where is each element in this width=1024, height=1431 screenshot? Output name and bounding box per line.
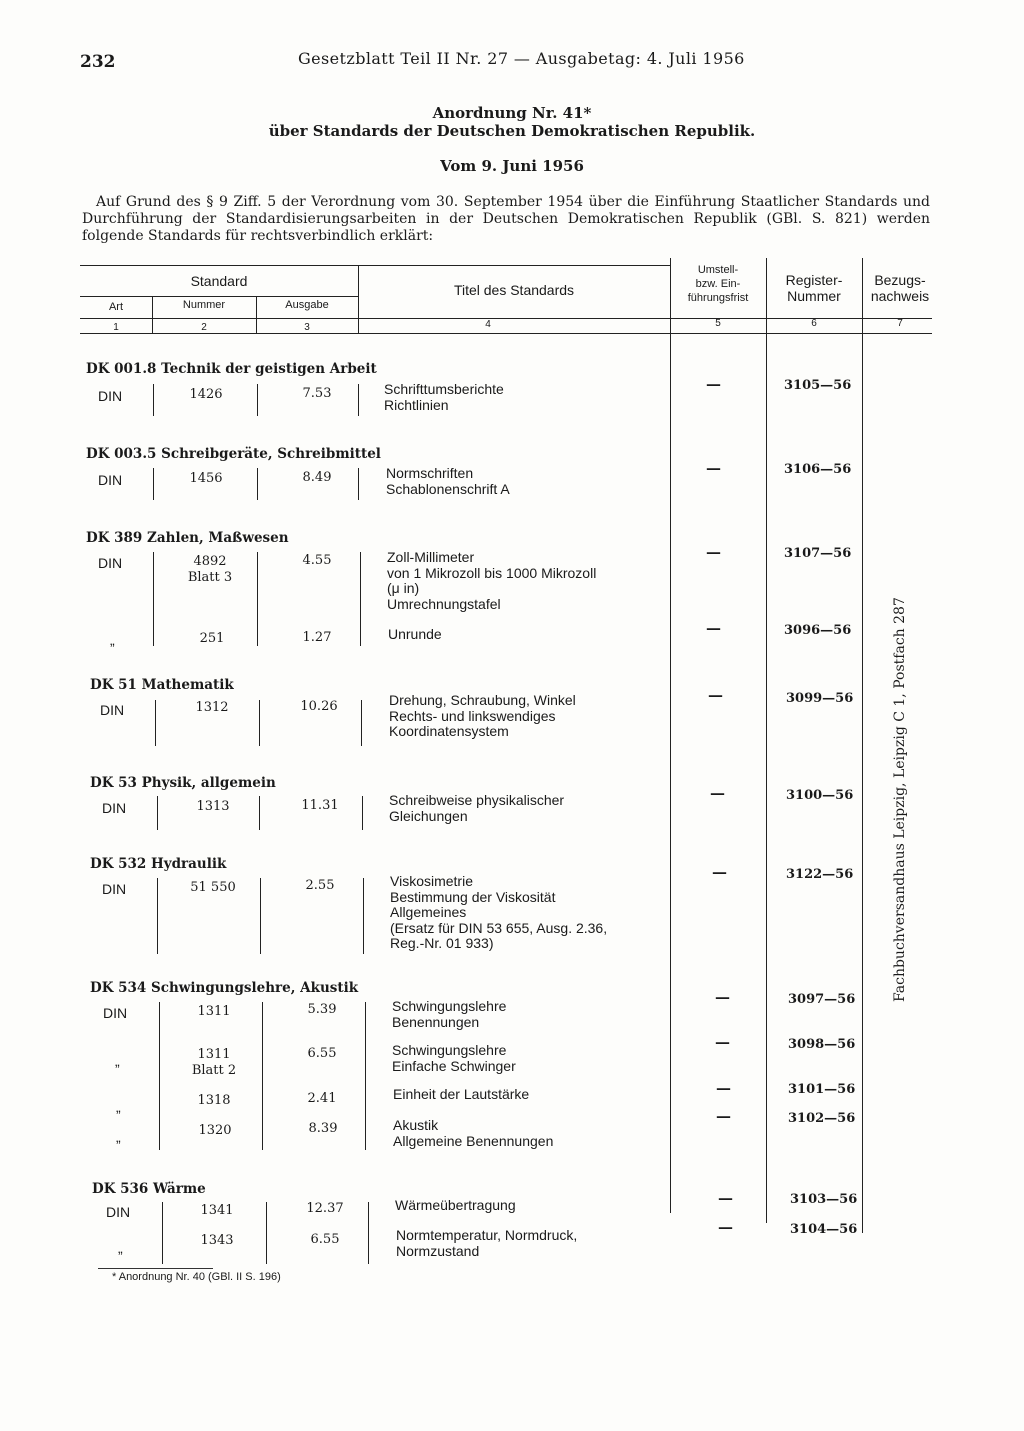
titel-line: Einfache Schwinger <box>392 1057 516 1074</box>
titel-line: Richtlinien <box>384 396 449 413</box>
row-ausgabe: 4.55 <box>302 553 332 568</box>
row-titel <box>388 627 442 643</box>
titel-line: Wärmeübertragung <box>395 1197 516 1213</box>
titel-line: Drehung, Schraubung, Winkel <box>389 692 576 708</box>
intro-paragraph: Auf Grund des § 9 Ziff. 5 der Verordnung vom 30. September 1954 über die Einführung Staatlicher Standards und Durchführung der Standardisierungsarbeiten in der Deutschen Demokratischen Republik (GBl. S. 821) werden folgende Standards für rechtsverbindlich erklärt: <box>82 194 930 244</box>
row-bar <box>153 468 154 500</box>
blatt-line: Blatt 3 <box>187 570 233 585</box>
nummer-line: 4892 <box>193 554 227 569</box>
running-header: Gesetzblatt Teil II Nr. 27 — Ausgabetag: 4. Juli 1956 <box>298 49 745 68</box>
col-divider-4 <box>670 258 671 1213</box>
row-ausgabe: 12.37 <box>306 1201 344 1216</box>
colnum-6: 6 <box>811 318 817 329</box>
row-bar <box>157 878 158 954</box>
colnum-5: 5 <box>715 318 721 329</box>
titel-line: Normtemperatur, Normdruck, <box>396 1227 578 1243</box>
row-titel <box>386 466 510 497</box>
row-bar <box>157 796 158 830</box>
colnum-2: 2 <box>201 322 207 333</box>
standard-sub-rule <box>80 296 358 297</box>
row-nummer: 51 550 <box>190 880 236 895</box>
row-ausgabe: 10.26 <box>300 699 338 714</box>
header-ausgabe: Ausgabe <box>285 299 329 311</box>
row-titel <box>387 550 596 612</box>
row-art: DIN <box>98 555 123 571</box>
titel-line: Benennungen <box>392 1013 480 1030</box>
row-nummer: 1341 <box>200 1203 234 1218</box>
header-standard: Standard <box>190 273 248 289</box>
row-titel <box>390 874 607 952</box>
titel-line: Schreibweise physikalischer <box>389 792 565 808</box>
row-titel <box>389 693 576 740</box>
section-heading: DK 532 Hydraulik <box>90 856 227 872</box>
titel-line: Umrechnungstafel <box>387 595 501 612</box>
titel-line: Normzustand <box>396 1242 480 1259</box>
decree-date: Vom 9. Juni 1956 <box>440 157 584 175</box>
titel-line: Unrunde <box>388 626 442 642</box>
row-register: 3103—56 <box>790 1192 858 1207</box>
row-register: 3100—56 <box>786 788 854 803</box>
row-frist: — <box>706 459 721 477</box>
row-register: 3107—56 <box>784 546 852 561</box>
row-frist: — <box>715 988 730 1006</box>
section-heading: DK 51 Mathematik <box>90 677 234 693</box>
row-titel <box>389 793 564 824</box>
row-nummer: 1313 <box>196 799 230 814</box>
colnum-4: 4 <box>485 319 491 330</box>
row-frist: — <box>718 1218 733 1236</box>
row-titel <box>392 1043 516 1074</box>
row-ausgabe: 11.31 <box>301 798 339 813</box>
row-titel <box>384 382 504 413</box>
row-nummer: 1456 <box>189 471 223 486</box>
titel-line: Bestimmung der Viskosität <box>390 888 556 905</box>
header-register-1: Register- <box>785 272 843 288</box>
row-nummer: 1426 <box>189 387 223 402</box>
row-titel <box>393 1118 553 1149</box>
titel-line: Schablonenschrift A <box>386 480 510 497</box>
titel-line: Zoll-Millimeter <box>387 549 475 565</box>
row-bar <box>155 700 156 746</box>
row-art: DIN <box>98 472 123 488</box>
row-bar <box>159 1002 160 1150</box>
row-ausgabe: 6.55 <box>310 1232 340 1247</box>
decree-title: Anordnung Nr. 41* <box>432 104 592 122</box>
row-art: DIN <box>98 388 123 404</box>
titel-line: Einheit der Lautstärke <box>393 1086 530 1102</box>
row-register: 3104—56 <box>790 1222 858 1237</box>
row-art: DIN <box>102 800 127 816</box>
row-bar <box>162 1202 163 1264</box>
row-titel <box>393 1087 529 1103</box>
row-register: 3096—56 <box>784 623 852 638</box>
row-register: 3099—56 <box>786 691 854 706</box>
row-titel <box>392 999 506 1030</box>
row-ausgabe: 8.39 <box>308 1121 338 1136</box>
titel-line: Koordinatensystem <box>389 723 509 739</box>
decree-subtitle: über Standards der Deutschen Demokratischen Republik. <box>268 122 756 140</box>
row-nummer: 1312 <box>195 700 229 715</box>
titel-line: Akustik <box>393 1117 439 1133</box>
row-bar <box>257 468 258 500</box>
row-frist: — <box>716 1107 731 1125</box>
titel-line: Viskosimetrie <box>390 873 473 889</box>
row-register: 3102—56 <box>788 1111 856 1126</box>
col-divider-6 <box>862 258 863 1233</box>
col-divider-5 <box>766 258 767 1223</box>
row-frist: — <box>712 863 727 881</box>
titel-line: Allgemeine Benennungen <box>393 1132 554 1149</box>
row-art: DIN <box>103 1005 128 1021</box>
table-top-rule <box>80 265 670 266</box>
titel-line: Normschriften <box>386 465 474 481</box>
row-ausgabe: 8.49 <box>302 470 332 485</box>
publisher-side-note: Fachbuchversandhaus Leipzig, Leipzig C 1, Postfach 287 <box>892 597 908 1002</box>
titel-line: Gleichungen <box>389 807 468 824</box>
row-register: 3106—56 <box>784 462 852 477</box>
colnum-bottom-rule <box>80 333 932 334</box>
row-ausgabe: 2.41 <box>307 1091 337 1106</box>
titel-line: Reg.-Nr. 01 933) <box>390 935 494 951</box>
row-art: „ <box>110 632 115 648</box>
header-register-2: Nummer <box>787 288 841 304</box>
row-frist: — <box>706 619 721 637</box>
row-ausgabe: 1.27 <box>302 630 332 645</box>
row-ausgabe: 6.55 <box>307 1046 337 1061</box>
section-heading: DK 003.5 Schreibgeräte, Schreibmittel <box>86 446 381 462</box>
row-bar <box>257 384 258 416</box>
row-ausgabe: 2.55 <box>305 878 335 893</box>
row-nummer: 1320 <box>198 1123 232 1138</box>
titel-line: (μ in) <box>387 580 420 596</box>
row-nummer: 1343 <box>200 1233 234 1248</box>
nummer-line: 1311 <box>197 1047 231 1062</box>
blatt-line: Blatt 2 <box>191 1063 237 1078</box>
titel-line: Schrifttumsberichte <box>384 381 504 397</box>
row-art: DIN <box>100 702 125 718</box>
footnote: * Anordnung Nr. 40 (GBl. II S. 196) <box>112 1271 281 1283</box>
colnum-7: 7 <box>897 318 903 329</box>
row-frist: — <box>706 375 721 393</box>
row-register: 3097—56 <box>788 992 856 1007</box>
header-nummer: Nummer <box>182 299 226 311</box>
section-heading: DK 53 Physik, allgemein <box>90 775 276 791</box>
row-frist: — <box>718 1189 733 1207</box>
row-art: DIN <box>102 881 127 897</box>
row-bar <box>153 384 154 416</box>
titel-line: Allgemeines <box>390 904 467 920</box>
footnote-rule <box>98 1268 213 1269</box>
row-frist: — <box>706 543 721 561</box>
row-register: 3101—56 <box>788 1082 856 1097</box>
row-art: „ <box>115 1053 120 1069</box>
row-frist: — <box>710 784 725 802</box>
titel-line: von 1 Mikrozoll bis 1000 Mikrozoll <box>387 564 597 581</box>
row-art: „ <box>116 1099 121 1115</box>
row-frist: — <box>716 1079 731 1097</box>
titel-line: (Ersatz für DIN 53 655, Ausg. 2.36, <box>390 919 608 936</box>
row-nummer: 1311 <box>197 1004 231 1019</box>
row-titel <box>396 1228 577 1259</box>
header-art: Art <box>108 301 124 313</box>
header-umstell-3: führungsfrist <box>687 292 749 304</box>
row-nummer <box>160 554 260 586</box>
row-nummer: 1318 <box>197 1093 231 1108</box>
titel-line: Schwingungslehre <box>392 998 507 1014</box>
colnum-1: 1 <box>113 322 119 333</box>
row-art: „ <box>118 1240 123 1256</box>
row-ausgabe: 5.39 <box>307 1002 337 1017</box>
row-register: 3105—56 <box>784 378 852 393</box>
titel-line: Schwingungslehre <box>392 1042 507 1058</box>
section-heading: DK 534 Schwingungslehre, Akustik <box>90 980 359 996</box>
row-frist: — <box>715 1033 730 1051</box>
header-titel: Titel des Standards <box>453 282 575 298</box>
row-bar <box>153 552 154 646</box>
row-register: 3098—56 <box>788 1037 856 1052</box>
section-heading: DK 001.8 Technik der geistigen Arbeit <box>86 361 377 377</box>
row-frist: — <box>708 686 723 704</box>
page-number: 232 <box>80 52 116 72</box>
header-bezug-1: Bezugs- <box>874 272 926 288</box>
section-heading: DK 536 Wärme <box>92 1181 206 1197</box>
row-register: 3122—56 <box>786 867 854 882</box>
header-bezug-2: nachweis <box>870 288 930 304</box>
header-umstell-1: Umstell- <box>697 264 739 276</box>
colnum-3: 3 <box>304 322 310 333</box>
row-nummer: 251 <box>199 631 225 646</box>
row-art: DIN <box>106 1204 131 1220</box>
titel-line: Rechts- und linkswendiges <box>389 707 556 724</box>
row-titel <box>395 1198 516 1214</box>
row-art: „ <box>116 1129 121 1145</box>
row-ausgabe: 7.53 <box>302 386 332 401</box>
section-heading: DK 389 Zahlen, Maßwesen <box>86 530 289 546</box>
row-nummer <box>164 1047 264 1079</box>
header-umstell-2: bzw. Ein- <box>695 278 741 290</box>
